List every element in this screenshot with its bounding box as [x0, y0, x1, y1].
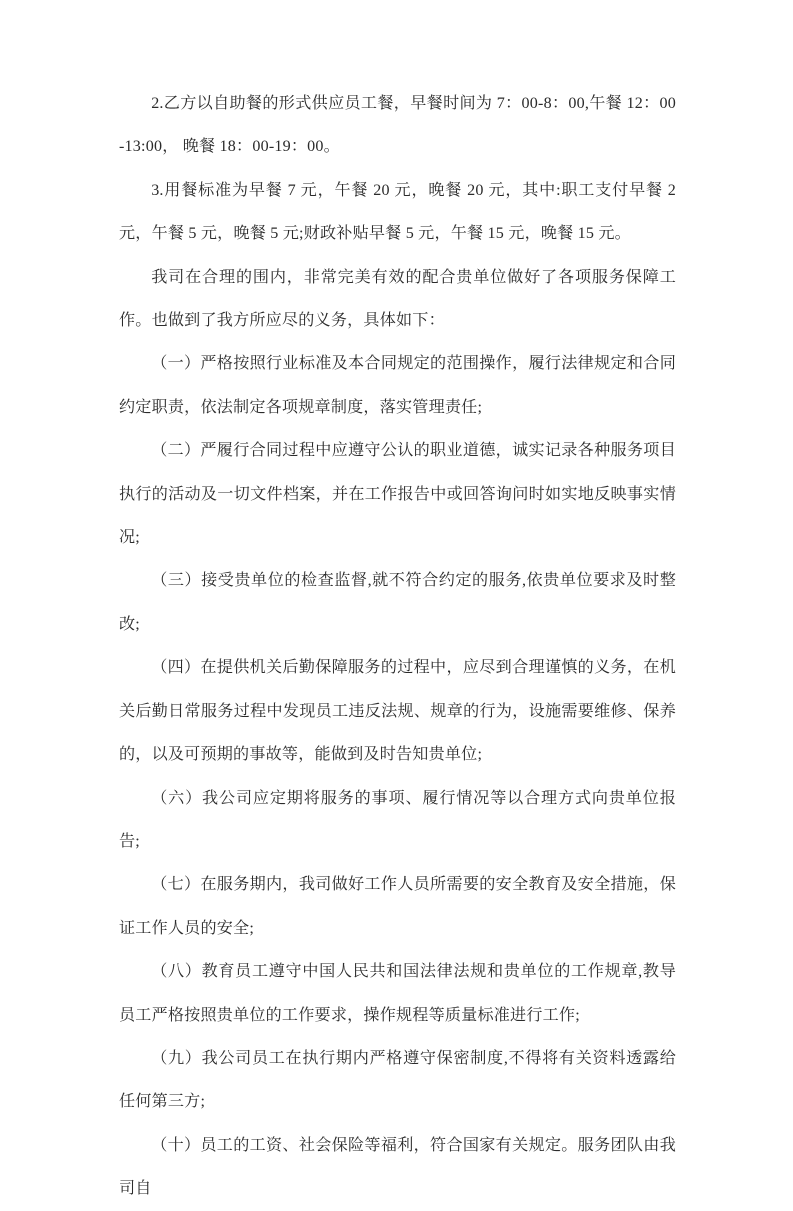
- paragraph-item-8: （八）教育员工遵守中国人民共和国法律法规和贵单位的工作规章,教导员工严格按照贵单位的工作要求，操作规程等质量标准进行工作;: [119, 963, 676, 1024]
- paragraph-item-4: （四）在提供机关后勤保障服务的过程中，应尽到合理谨慎的义务，在机关后勤日常服务过程中发现员工违反法规、规章的行为，设施需要维修、保养的，以及可预期的事故等，能做到及时告知贵单位;: [119, 659, 676, 764]
- document-body: [119, 82, 676, 1211]
- paragraph-item-3: （三）接受贵单位的检查监督,就不符合约定的服务,依贵单位要求及时整改;: [119, 572, 676, 633]
- paragraph-item-1: （一）严格按照行业标准及本合同规定的范围操作，履行法律规定和合同约定职责，依法制定各项规章制度，落实管理责任;: [119, 355, 676, 416]
- paragraph-item-9: （九）我公司员工在执行期内严格遵守保密制度,不得将有关资料透露给任何第三方;: [119, 1049, 676, 1111]
- paragraph-item-2: （二）严履行合同过程中应遵守公认的职业道德，诚实记录各种服务项目执行的活动及一切文件档案，并在工作报告中或回答询问时如实地反映事实情况;: [119, 442, 676, 547]
- paragraph-item-6: （六）我公司应定期将服务的事项、履行情况等以合理方式向贵单位报告;: [119, 789, 676, 850]
- paragraph-clause-3-meal-standard: 3.用餐标准为早餐 7 元，午餐 20 元，晚餐 20 元，其中:职工支付早餐 2 元，午餐 5 元，晚餐 5 元;财政补贴早餐 5 元，午餐 15 元，晚餐 15 元。: [119, 181, 676, 243]
- paragraph-item-7: （七）在服务期内，我司做好工作人员所需要的安全教育及安全措施，保证工作人员的安全;: [119, 876, 676, 937]
- paragraph-summary-statement: 我司在合理的围内，非常完美有效的配合贵单位做好了各项服务保障工作。也做到了我方所应尽的义务，具体如下：: [119, 268, 676, 330]
- paragraph-item-10: （十）员工的工资、社会保险等福利，符合国家有关规定。服务团队由我司自: [119, 1136, 676, 1198]
- paragraph-clause-2-meal-service: 2.乙方以自助餐的形式供应员工餐，早餐时间为 7：00-8：00,午餐 12：00-13:00， 晚餐 18：00-19：00。: [119, 95, 676, 156]
